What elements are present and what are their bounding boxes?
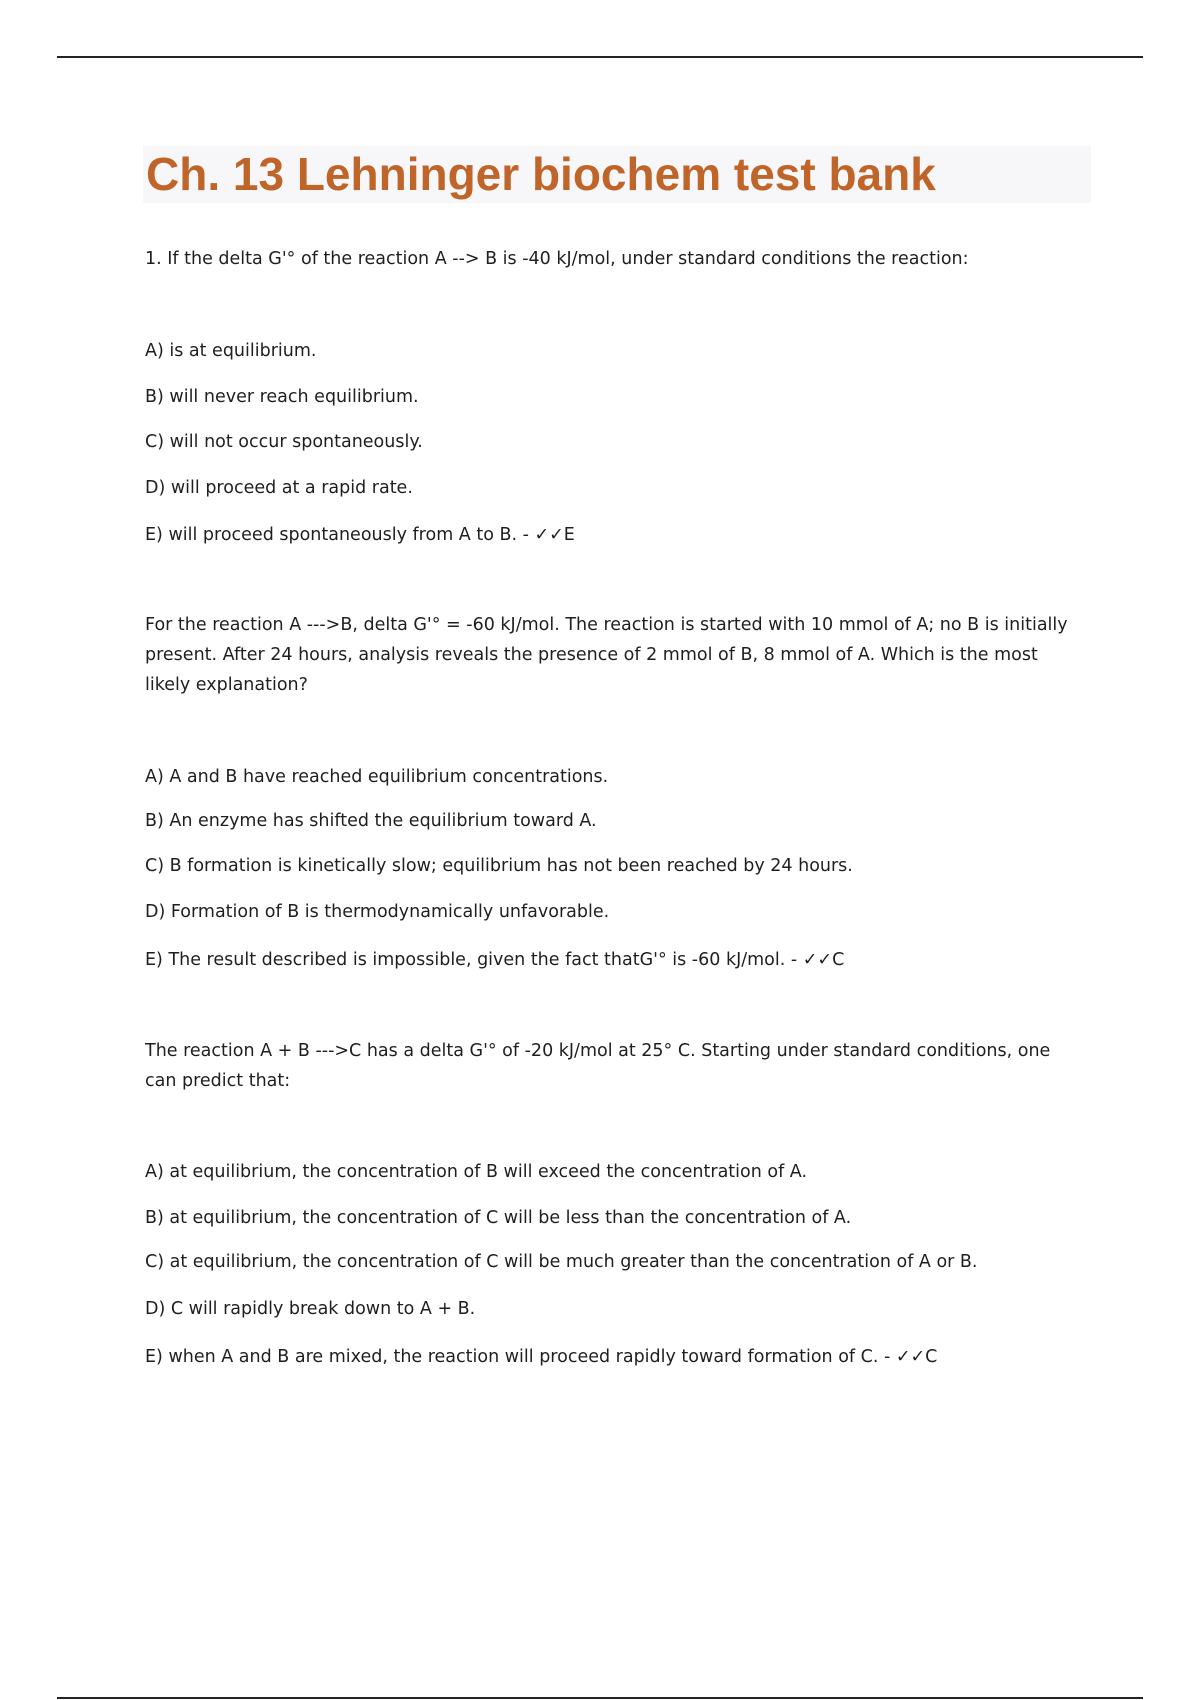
- question-2-option-b: B) An enzyme has shifted the equilibrium toward A.: [145, 811, 597, 831]
- question-2-option-e-answer: E) The result described is impossible, given the fact thatG'° is -60 kJ/mol. - ✓✓C: [145, 950, 845, 970]
- question-3-option-c: C) at equilibrium, the concentration of C will be much greater than the concentration of A or B.: [145, 1252, 978, 1272]
- question-2-option-c: C) B formation is kinetically slow; equilibrium has not been reached by 24 hours.: [145, 856, 853, 876]
- question-1-option-c: C) will not occur spontaneously.: [145, 432, 423, 452]
- question-1-option-a: A) is at equilibrium.: [145, 341, 317, 361]
- question-2-option-d: D) Formation of B is thermodynamically unfavorable.: [145, 902, 610, 922]
- question-3-option-e-answer: E) when A and B are mixed, the reaction will proceed rapidly toward formation of C. - ✓✓C: [145, 1347, 938, 1367]
- top-rule: [57, 56, 1143, 58]
- question-3-option-b: B) at equilibrium, the concentration of C will be less than the concentration of A.: [145, 1208, 852, 1228]
- question-2-stem: For the reaction A --->B, delta G'° = -60 kJ/mol. The reaction is started with 10 mmol of A; no B is initially present. After 24 hours, analysis reveals the presence of 2 mmol of B, 8 mmol of A. Which is the most likely explanation?: [145, 615, 1068, 695]
- question-3-option-a: A) at equilibrium, the concentration of B will exceed the concentration of A.: [145, 1162, 808, 1182]
- question-2-option-a: A) A and B have reached equilibrium concentrations.: [145, 767, 609, 787]
- question-1-stem: 1. If the delta G'° of the reaction A --> B is -40 kJ/mol, under standard conditions the reaction:: [145, 249, 969, 269]
- page-title: Ch. 13 Lehninger biochem test bank: [146, 148, 936, 200]
- question-1-option-d: D) will proceed at a rapid rate.: [145, 478, 413, 498]
- question-3-stem: The reaction A + B --->C has a delta G'° of -20 kJ/mol at 25° C. Starting under standard conditions, one can predict that:: [145, 1041, 1051, 1091]
- bottom-rule: [57, 1697, 1143, 1699]
- question-1-option-b: B) will never reach equilibrium.: [145, 387, 419, 407]
- question-3-option-d: D) C will rapidly break down to A + B.: [145, 1299, 476, 1319]
- question-1-option-e-answer: E) will proceed spontaneously from A to B. - ✓✓E: [145, 525, 575, 545]
